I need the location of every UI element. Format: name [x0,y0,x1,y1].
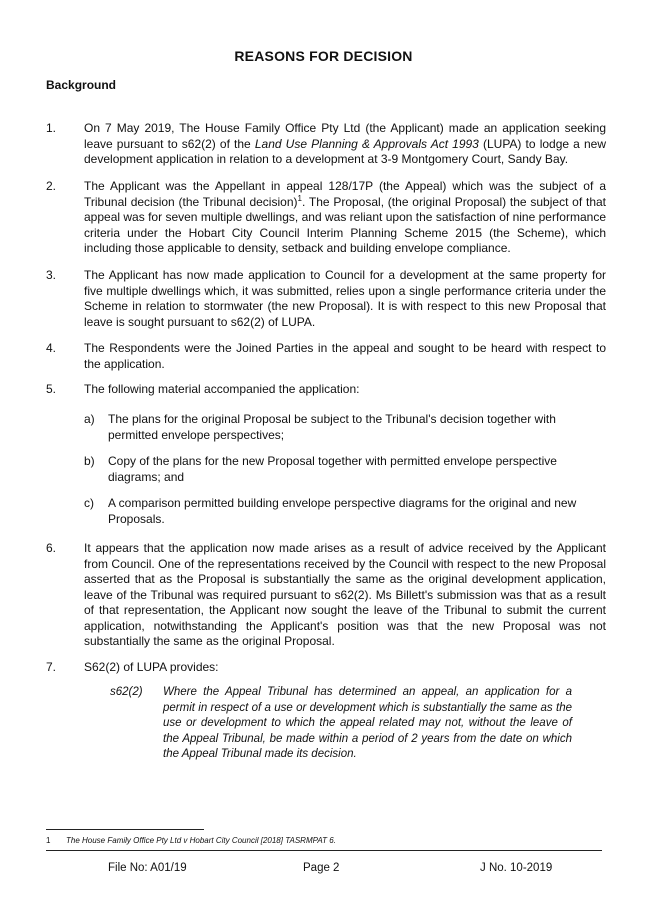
paragraph-1 [46,121,606,168]
list-item-text: A comparison permitted building envelope perspective diagrams for the original and new Proposals. [108,496,577,526]
act-title: Land Use Planning & Approvals Act 1993 [254,136,479,151]
paragraph-number: 1. [46,121,57,135]
page-title: REASONS FOR DECISION [234,48,413,64]
footer-divider [46,850,602,851]
paragraph-5 [46,382,606,398]
quote-section-ref: s62(2) [110,686,143,698]
paragraph-text: The following material accompanied the application: [84,382,360,396]
paragraph-text: It appears that the application now made arises as a result of advice received by the Applicant from Council. One of the representations received by the Council with respect to the new Proposal asserted that as the Proposal is substantially the same as the original development application, leave of the Tribunal was required pursuant to s62(2). Ms Billett's submission was that as a result of that representation, the Applicant now sought the leave of the Tribunal to submit the current application, notwithstanding the Applicant's position was that the new Proposal was not substantially the same as the original Proposal. [84,541,606,648]
list-item-b [84,454,604,485]
section-heading: Background [46,78,117,92]
paragraph-number: 7. [46,660,57,674]
statute-quote [110,685,572,763]
paragraph-number: 2. [46,179,57,193]
quote-text: Where the Appeal Tribunal has determined an appeal, an application for a permit in respect of a use or development which is substantially the same as the use or development to which the appeal related may not, without the leave of the Appeal Tribunal, be made within a period of 2 years from the date on which the Appeal Tribunal made its decision. [163,686,572,760]
footnote-reference[interactable]: 1 [297,193,302,203]
paragraph-7 [46,660,606,676]
paragraph-text: The Applicant has now made application to Council for a development at the same property for five multiple dwellings which, it was submitted, relies upon a single performance criteria under the Scheme in relation to stormwater (the new Proposal). It is with respect to this new Proposal that leave is sought pursuant to s62(2) of LUPA. [84,268,606,329]
footnote [46,836,336,845]
list-item-text: The plans for the original Proposal be subject to the Tribunal's decision together with permitted envelope perspectives; [108,412,556,442]
list-item-text: Copy of the plans for the new Proposal together with permitted envelope perspective diagrams; and [108,454,557,484]
footer-page-number: Page 2 [303,862,340,874]
paragraph-text: (LUPA) to lodge a new development application in relation to a development at 3-9 Montgomery Court, Sandy Bay. [84,136,606,166]
paragraph-number: 6. [46,541,57,555]
footnote-mark: 1 [46,836,51,845]
paragraph-number: 3. [46,268,57,282]
paragraph-number: 4. [46,341,57,355]
list-item-letter: a) [84,412,95,426]
paragraph-text: S62(2) of LUPA provides: [84,660,219,674]
paragraph-2 [46,179,606,257]
list-item-a [84,412,604,443]
paragraph-text: On 7 May 2019, The House Family Office Pty Ltd (the Applicant) made an application seeking leave pursuant to s62(2) of the [84,121,606,151]
paragraph-3 [46,268,606,330]
paragraph-text: . The Proposal, (the original Proposal) the subject of that appeal was for seven multiple dwellings, and was reliant upon the satisfaction of nine performance criteria under the Hobart City Council Interim Planning Scheme 2015 (the Scheme), which including those applicable to density, setback and building envelope compliance. [84,194,607,255]
paragraph-4 [46,341,606,372]
footnote-divider [46,829,204,830]
footer-file-no: File No: A01/19 [108,862,187,874]
list-item-letter: c) [84,496,94,510]
paragraph-6 [46,541,606,650]
list-item-letter: b) [84,454,95,468]
paragraph-text: The Applicant was the Appellant in appeal 128/17P (the Appeal) which was the subject of a Tribunal decision (the Tribunal decision) [84,179,606,209]
paragraph-text: The Respondents were the Joined Parties in the appeal and sought to be heard with respect to the application. [84,341,606,371]
footer-j-no: J No. 10-2019 [480,862,553,874]
paragraph-number: 5. [46,382,57,396]
list-item-c [84,496,604,527]
footnote-text: The House Family Office Pty Ltd v Hobart City Council [2018] TASRMPAT 6. [66,836,336,845]
